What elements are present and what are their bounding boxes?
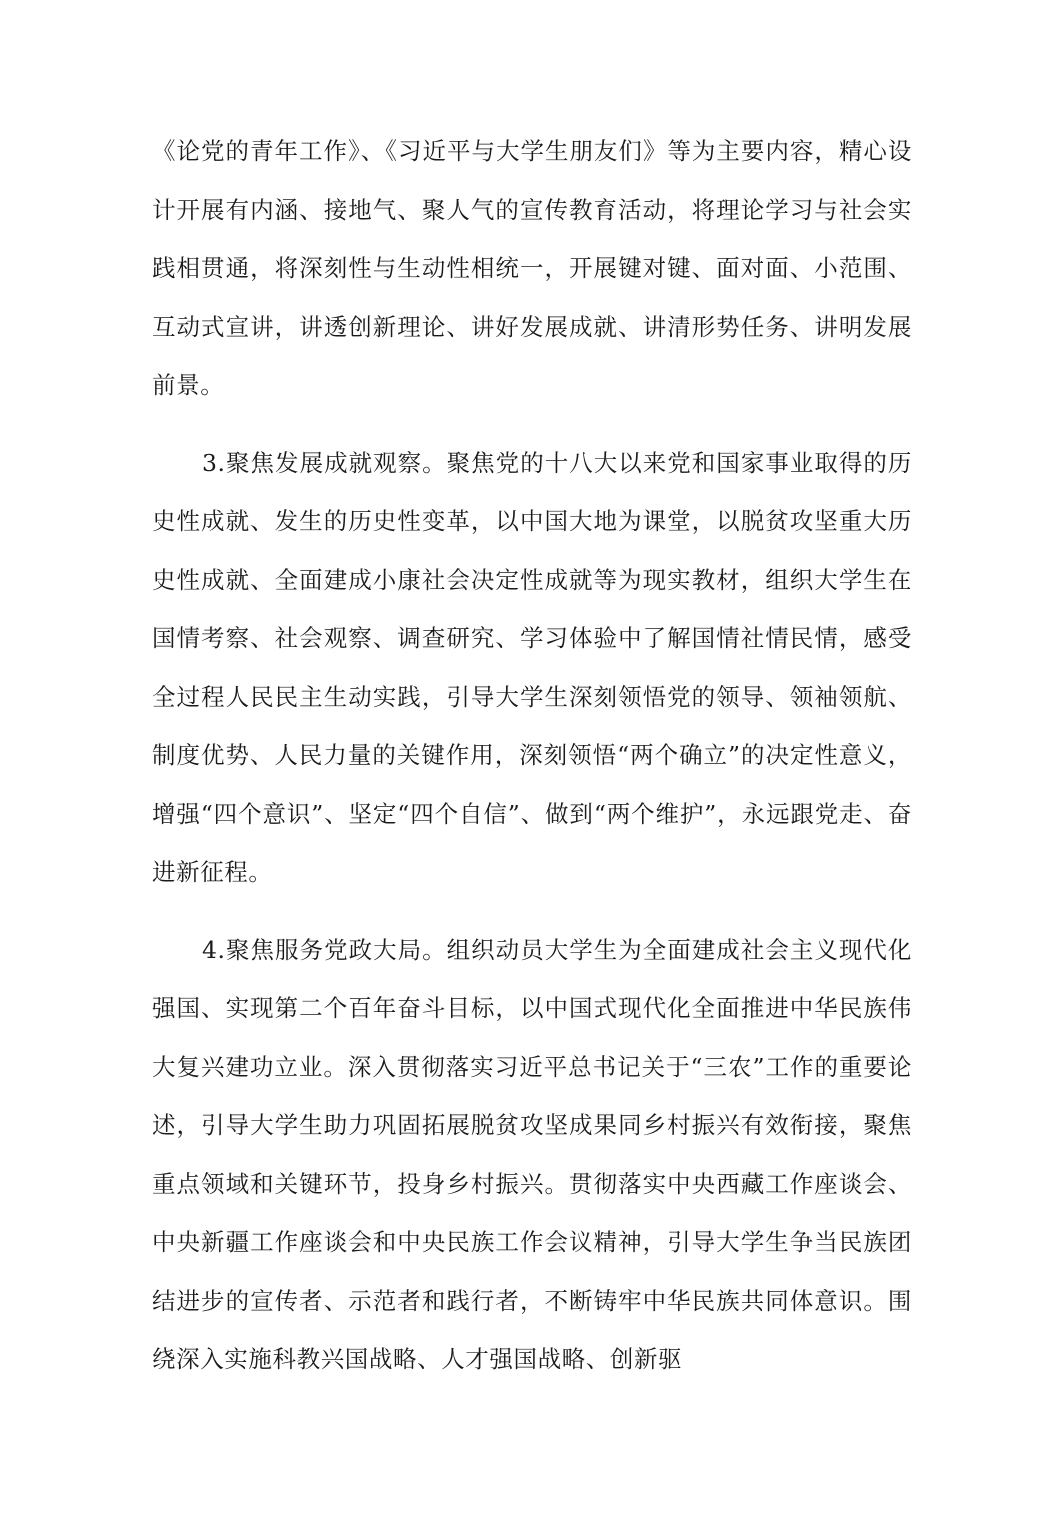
paragraph-2: 3.聚焦发展成就观察。聚焦党的十八大以来党和国家事业取得的历史性成就、发生的历史性变革，以中国大地为课堂，以脱贫攻坚重大历史性成就、全面建成小康社会决定性成就等为现实教材，组织大学生在国情考察、社会观察、调查研究、学习体验中了解国情社情民情，感受全过程人民民主生动实践，引导大学生深刻领悟党的领导、领袖领航、制度优势、人民力量的关键作用，深刻领悟“两个确立”的决定性意义，增强“四个意识”、坚定“四个自信”、做到“两个维护”，永远跟党走、奋进新征程。 bbox=[152, 448, 912, 886]
paragraph-1: 《论党的青年工作》、《习近平与大学生朋友们》等为主要内容，精心设计开展有内涵、接地气、聚人气的宣传教育活动，将理论学习与社会实践相贯通，将深刻性与生动性相统一，开展键对键、面对面、小范围、互动式宣讲，讲透创新理论、讲好发展成就、讲清形势任务、讲明发展前景。 bbox=[152, 137, 912, 399]
document-body bbox=[152, 122, 912, 1389]
paragraph-spacer bbox=[152, 902, 912, 921]
paragraph-3: 4.聚焦服务党政大局。组织动员大学生为全面建成社会主义现代化强国、实现第二个百年奋斗目标，以中国式现代化全面推进中华民族伟大复兴建功立业。深入贯彻落实习近平总书记关于“三农”工作的重要论述，引导大学生助力巩固拓展脱贫攻坚成果同乡村振兴有效衔接，聚焦重点领域和关键环节，投身乡村振兴。贯彻落实中央西藏工作座谈会、中央新疆工作座谈会和中央民族工作会议精神，引导大学生争当民族团结进步的宣传者、示范者和践行者，不断铸牢中华民族共同体意识。围绕深入实施科教兴国战略、人才强国战略、创新驱 bbox=[152, 935, 912, 1373]
paragraph-spacer bbox=[152, 415, 912, 434]
